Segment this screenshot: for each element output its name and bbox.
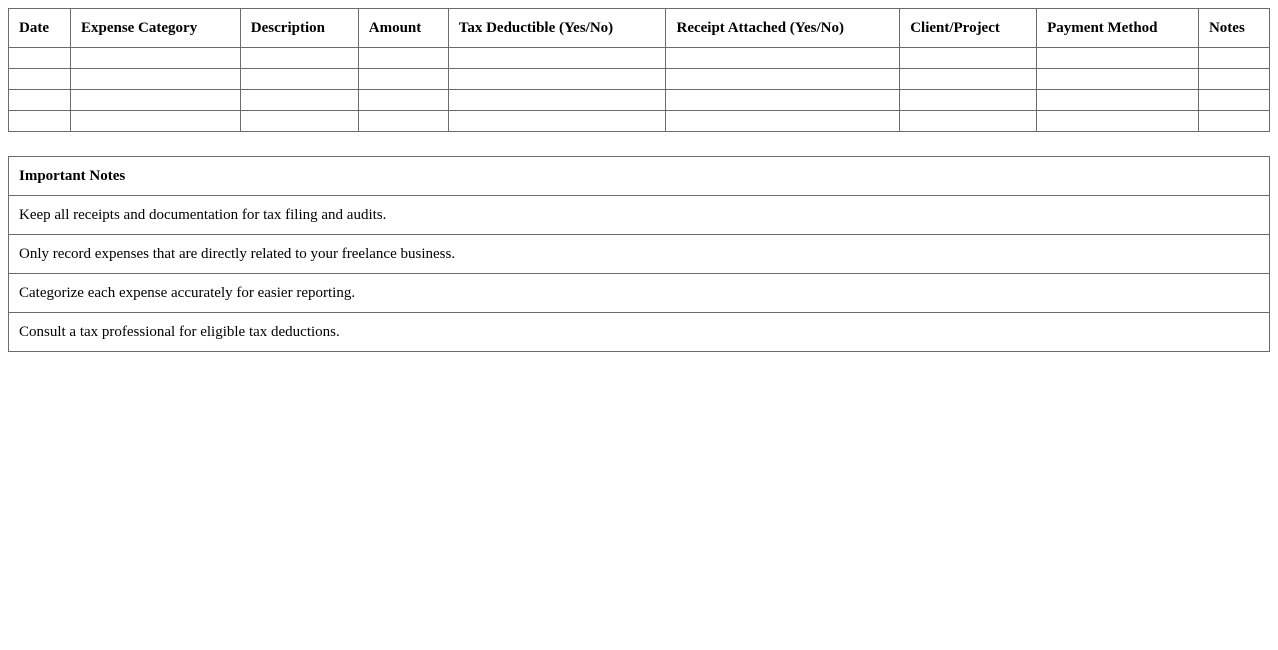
table-cell-notes[interactable] [1198,90,1269,111]
table-cell-expense-category[interactable] [70,111,240,132]
list-item [9,313,1270,352]
table-cell-date[interactable] [9,90,71,111]
note-text: Categorize each expense accurately for easier reporting. [9,274,1270,313]
note-text: Keep all receipts and documentation for tax filing and audits. [9,196,1270,235]
table-cell-date[interactable] [9,48,71,69]
table-cell-notes[interactable] [1198,111,1269,132]
important-notes-table [8,156,1270,352]
note-text: Consult a tax professional for eligible tax deductions. [9,313,1270,352]
table-row [9,48,1270,69]
table-row [9,69,1270,90]
table-cell-client-project[interactable] [900,111,1037,132]
table-cell-tax-deductible[interactable] [448,111,666,132]
note-text: Only record expenses that are directly related to your freelance business. [9,235,1270,274]
column-header-payment-method[interactable]: Payment Method [1037,9,1199,48]
table-cell-description[interactable] [240,69,358,90]
table-cell-amount[interactable] [358,111,448,132]
table-cell-payment-method[interactable] [1037,111,1199,132]
table-cell-notes[interactable] [1198,48,1269,69]
table-cell-client-project[interactable] [900,69,1037,90]
column-header-description[interactable]: Description [240,9,358,48]
table-cell-receipt-attached[interactable] [666,69,900,90]
list-item [9,274,1270,313]
table-cell-amount[interactable] [358,90,448,111]
table-cell-expense-category[interactable] [70,48,240,69]
table-cell-tax-deductible[interactable] [448,90,666,111]
expense-table-header-row [9,9,1270,48]
notes-title: Important Notes [9,157,1270,196]
column-header-client-project[interactable]: Client/Project [900,9,1037,48]
column-header-notes[interactable]: Notes [1198,9,1269,48]
table-cell-receipt-attached[interactable] [666,111,900,132]
table-cell-receipt-attached[interactable] [666,48,900,69]
notes-header-row [9,157,1270,196]
table-row [9,90,1270,111]
table-cell-description[interactable] [240,90,358,111]
table-cell-date[interactable] [9,111,71,132]
table-cell-expense-category[interactable] [70,69,240,90]
table-cell-amount[interactable] [358,69,448,90]
table-cell-date[interactable] [9,69,71,90]
column-header-tax-deductible[interactable]: Tax Deductible (Yes/No) [448,9,666,48]
table-cell-amount[interactable] [358,48,448,69]
table-cell-description[interactable] [240,48,358,69]
list-item [9,196,1270,235]
table-cell-client-project[interactable] [900,48,1037,69]
column-header-expense-category[interactable]: Expense Category [70,9,240,48]
table-row [9,111,1270,132]
column-header-receipt-attached[interactable]: Receipt Attached (Yes/No) [666,9,900,48]
table-cell-client-project[interactable] [900,90,1037,111]
table-cell-notes[interactable] [1198,69,1269,90]
table-cell-tax-deductible[interactable] [448,69,666,90]
table-cell-tax-deductible[interactable] [448,48,666,69]
table-cell-payment-method[interactable] [1037,69,1199,90]
table-cell-description[interactable] [240,111,358,132]
table-cell-payment-method[interactable] [1037,90,1199,111]
table-cell-expense-category[interactable] [70,90,240,111]
column-header-date[interactable]: Date [9,9,71,48]
column-header-amount[interactable]: Amount [358,9,448,48]
list-item [9,235,1270,274]
table-cell-receipt-attached[interactable] [666,90,900,111]
expense-table [8,8,1270,132]
table-cell-payment-method[interactable] [1037,48,1199,69]
